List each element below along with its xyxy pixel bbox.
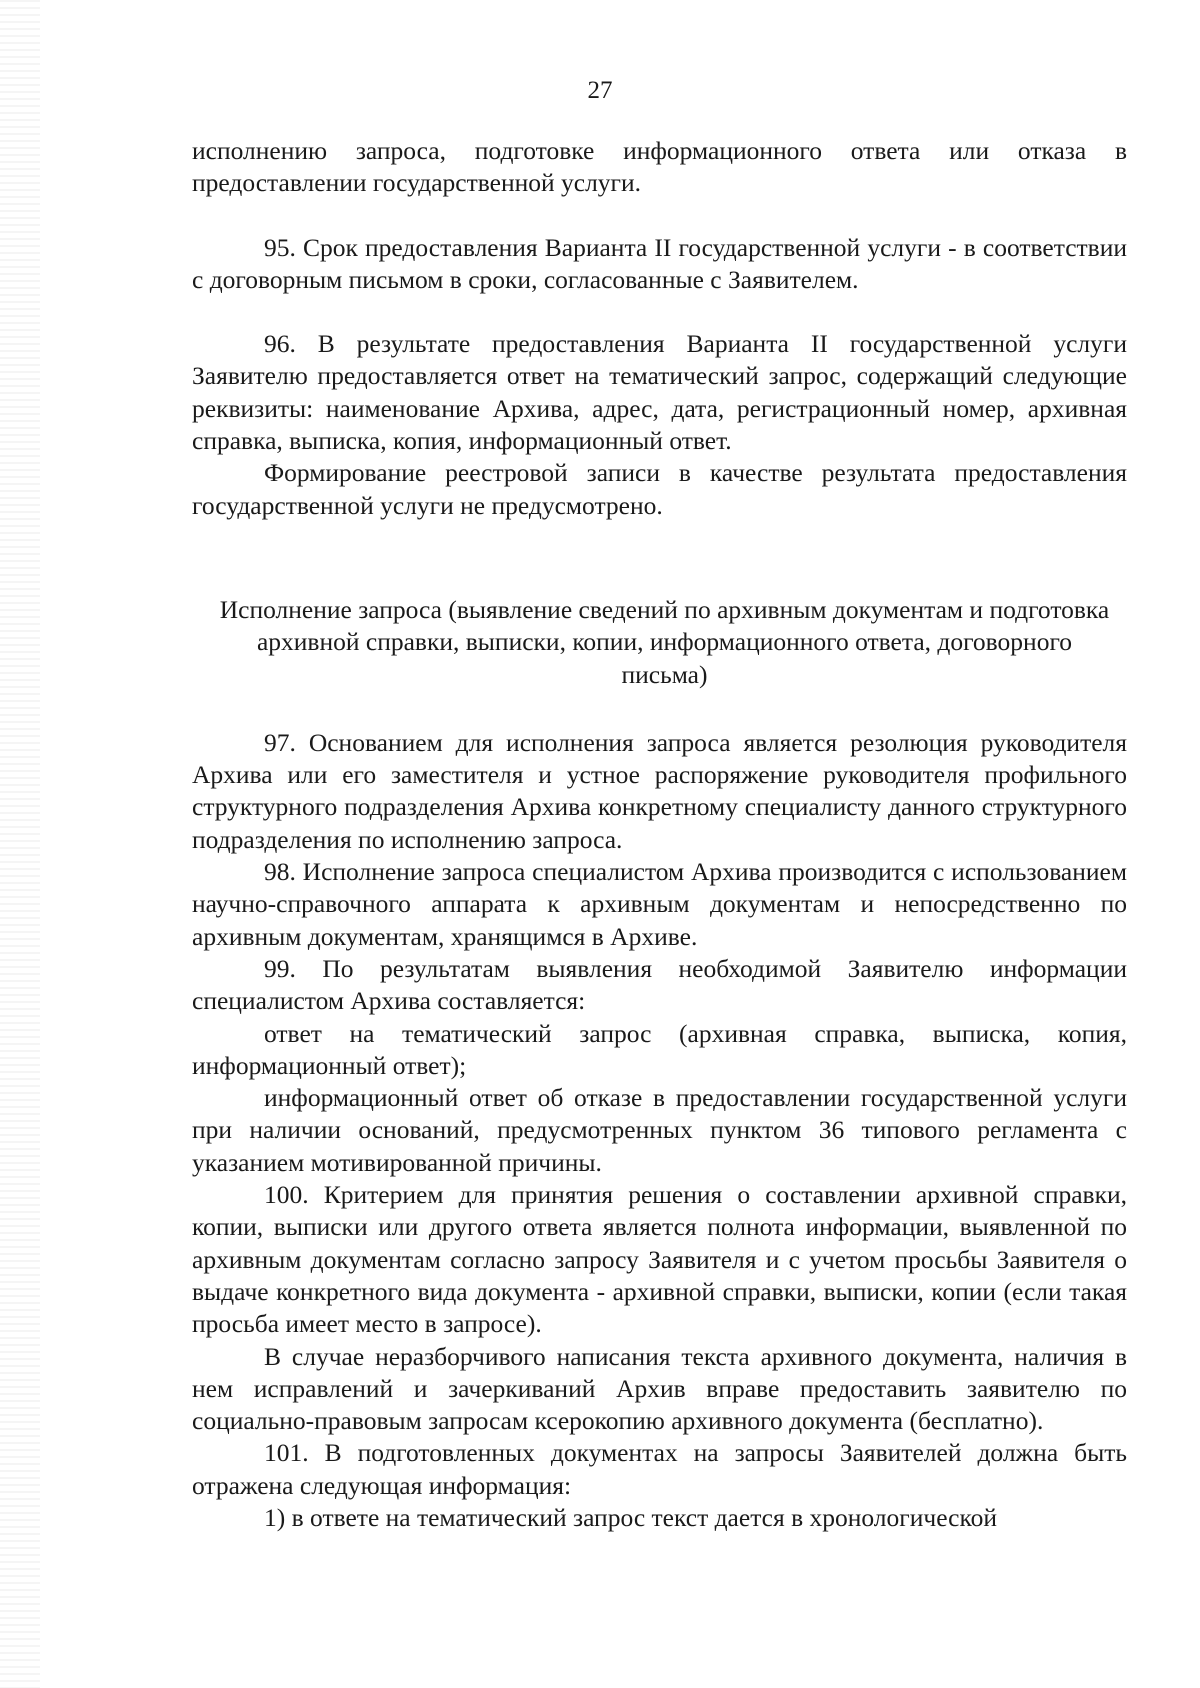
paragraph-97: 97. Основанием для исполнения запроса является резолюция руководителя Архива или его заместителя и устное распоряжение руководителя профильного структурного подразделения Архива конкретному специалисту данного структурного подразделения по исполнению запроса. [192,727,1127,854]
paragraph-99: 99. По результатам выявления необходимой Заявителю информации специалистом Архива составляется: [192,953,1127,1016]
paragraph-101-item-1: 1) в ответе на тематический запрос текст дается в хронологической [264,1502,997,1532]
paragraph-95: 95. Срок предоставления Варианта II государственной услуги - в соответствии с договорным письмом в сроки, согласованные с Заявителем. [192,232,1127,294]
paragraph-100: 100. Критерием для принятия решения о составлении архивной справки, копии, выписки или другого ответа является полнота информации, выявленной по архивным документам согласно запросу Заявителя и с учетом просьбы Заявителя о выдаче конкретного вида документа - архивной справки, выписки, копии (если такая просьба имеет место в запросе). [192,1180,1127,1339]
document-body [192,135,1127,1534]
paragraph-98: 98. Исполнение запроса специалистом Архива производится с использованием научно-справочного аппарата к архивным документам и непосредственно по архивным документам, хранящимся в Архиве. [192,857,1127,951]
page-number: 27 [587,77,613,104]
paragraph-99-item-refusal: информационный ответ об отказе в предоставлении государственной услуги при наличии оснований, предусмотренных пунктом 36 типового регламента с указанием мотивированной причины. [192,1083,1127,1177]
scan-edge-artifact [0,0,40,1688]
paragraph-continuation: исполнению запроса, подготовке информационного ответа или отказа в предоставлении государственной услуги. [192,136,1127,198]
paragraph-96-registry: Формирование реестровой записи в качестве результата предоставления государственной услуги не предусмотрено. [192,458,1127,520]
paragraph-96: 96. В результате предоставления Варианта II государственной услуги Заявителю предоставляется ответ на тематический запрос, содержащий следующие реквизиты: наименование Архива, адрес, дата, регистрационный номер, архивная справка, выписка, копия, информационный ответ. [192,329,1127,456]
paragraph-99-item-answer: ответ на тематический запрос (архивная справка, выписка, копия, информационный ответ); [192,1018,1127,1080]
paragraph-100-copy: В случае неразборчивого написания текста архивного документа, наличия в нем исправлений и зачеркиваний Архив вправе предоставить заявителю по социально-правовым запросам ксерокопию архивного документа (бесплатно). [192,1341,1127,1436]
section-heading: Исполнение запроса (выявление сведений по архивным документам и подготовка архивной справки, выписки, копии, информационного ответа, договорного письма) [219,594,1110,689]
paragraph-101: 101. В подготовленных документах на запросы Заявителей должна быть отражена следующая информация: [192,1438,1127,1500]
